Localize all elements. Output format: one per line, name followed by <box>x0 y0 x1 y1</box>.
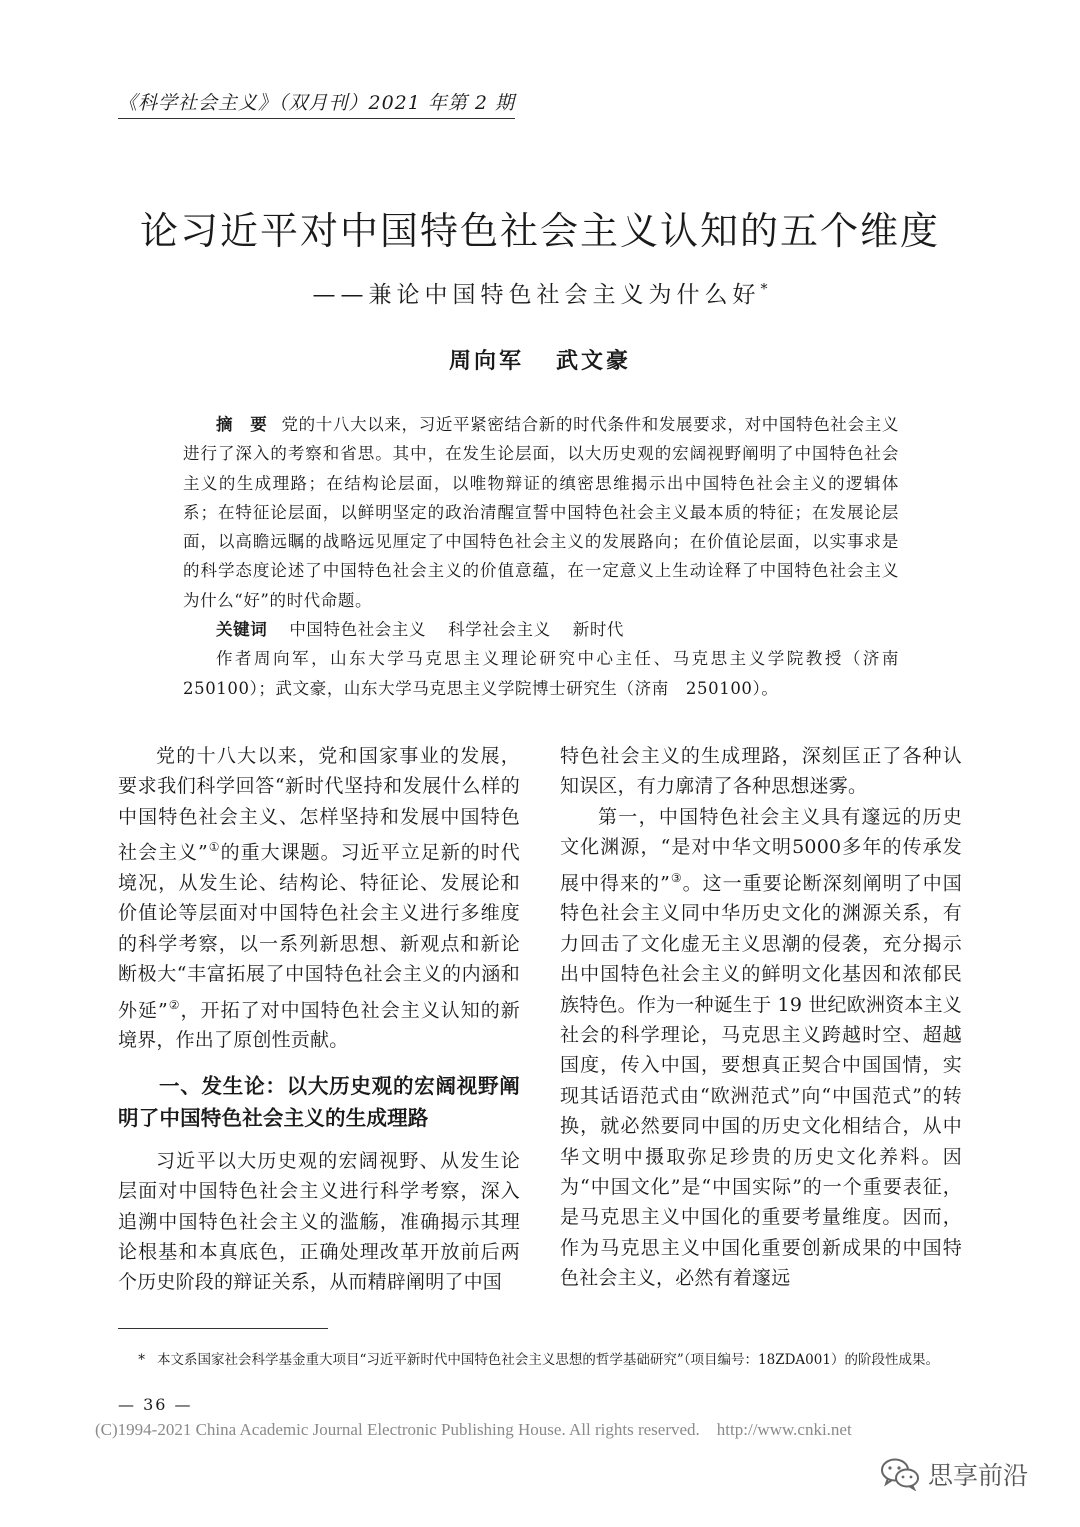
abstract-label: 摘 要 <box>216 415 268 434</box>
abstract-paragraph <box>183 410 899 615</box>
body-text: 党的十八大以来，党和国家事业的发展，要求我们科学回答“新时代坚持和发展什么样的中国特色社会主义、怎样坚持和发展中国特色社会主义” <box>118 745 520 864</box>
subtitle-text: ——兼论中国特色社会主义为什么好 <box>312 282 761 308</box>
copyright-line: (C)1994-2021 China Academic Journal Electronic Publishing House. All rights reserved. http://www.cnki.net <box>95 1420 852 1439</box>
journal-header: 《科学社会主义》（双月刊）2021 年第 2 期 <box>118 88 515 119</box>
article-subtitle <box>0 276 1080 309</box>
subtitle-footnote-mark[interactable]: * <box>760 281 768 298</box>
body-text: 。这一重要论断深刻阐明了中国特色社会主义同中华历史文化的渊源关系，有力回击了文化虚无主义思潮的侵袭，充分揭示出中国特色社会主义的鲜明文化基因和浓郁民族特色。作为一种诞生于 19 世纪欧洲资本主义社会的科学理论，马克思主义跨越时空、超越国度，传入中国，要想真正契合中国国情，实现其话语范式由“欧洲范式”向“中国范式”的转换，就必然要同中国的历史文化相结合，从中华文明中摄取弥足珍贵的历史文化养料。因为“中国文化”是“中国实际”的一个重要表征，是马克思主义中国化的重要考量维度。因而，作为马克思主义中国化重要创新成果的中国特色社会主义，必然有着邃远 <box>560 871 962 1290</box>
footnote-mark: * <box>138 1352 145 1368</box>
author-info: 作者周向军，山东大学马克思主义理论研究中心主任、马克思主义学院教授（济南 250100）；武文豪，山东大学马克思主义学院博士研究生（济南 250100）。 <box>183 649 917 698</box>
reference-mark[interactable]: ① <box>207 840 221 855</box>
footnote-text: 本文系国家社会科学基金重大项目“习近平新时代中国特色社会主义思想的哲学基础研究”（项目编号：18ZDA001）的阶段性成果。 <box>157 1352 939 1368</box>
abstract-text: 党的十八大以来，习近平紧密结合新的时代条件和发展要求，对中国特色社会主义进行了深入的考察和省思。其中，在发生论层面，以大历史观的宏阔视野阐明了中国特色社会主义的生成理路；在结构论层面，以唯物辩证的缜密思维揭示出中国特色社会主义的逻辑体系；在特征论层面，以鲜明坚定的政治清醒宣誓中国特色社会主义最本质的特征；在发展论层面，以高瞻远瞩的战略远见厘定了中国特色社会主义的发展路向；在价值论层面，以实事求是的科学态度论述了中国特色社会主义的价值意蕴，在一定意义上生动诠释了中国特色社会主义为什么“好”的时代命题。 <box>183 415 899 610</box>
body-text: 第一，中国特色社会主义具有邃远的历史文化渊源，“是对中华文明5000多年的传承发展中得来的” <box>560 805 962 894</box>
keyword: 新时代 <box>572 620 625 640</box>
body-text: 的重大课题。习近平立足新的时代境况，从发生论、结构论、特征论、发展论和价值论等层面对中国特色社会主义进行多维度的科学考察，以一系列新思想、新观点和新论断极大“丰富拓展了中国特色社会主义的内涵和外延” <box>118 841 520 1021</box>
keyword: 科学社会主义 <box>448 620 551 640</box>
watermark-text: 思享前沿 <box>928 1461 1029 1490</box>
body-paragraph: 习近平以大历史观的宏阔视野、从发生论层面对中国特色社会主义进行科学考察，深入追溯中国特色社会主义的滥觞，准确揭示其理论根基和本真底色，正确处理改革开放前后两个历史阶段的辩证关系，从而精辟阐明了中国 <box>118 1149 520 1294</box>
page-number: — 36 — <box>118 1395 193 1414</box>
reference-mark[interactable]: ② <box>167 997 181 1012</box>
body-column-right <box>560 741 962 1294</box>
abstract-block <box>183 410 917 703</box>
watermark <box>880 1456 1028 1492</box>
reference-mark[interactable]: ③ <box>670 870 683 885</box>
keyword: 中国特色社会主义 <box>289 620 427 640</box>
article-title: 论习近平对中国特色社会主义认知的五个维度 <box>139 209 940 253</box>
section-heading: 一、发生论：以大历史观的宏阔视野阐明了中国特色社会主义的生成理路 <box>118 1073 520 1130</box>
wechat-icon <box>880 1457 920 1491</box>
footnote <box>118 1350 963 1371</box>
keywords-line <box>183 615 899 644</box>
body-paragraph-continued: 特色社会主义的生成理路，深刻匡正了各种认知误区，有力廓清了各种思想迷雾。 <box>560 745 962 798</box>
body-text: ，开拓了对中国特色社会主义认知的新境界，作出了原创性贡献。 <box>118 998 520 1052</box>
body-paragraph <box>560 802 962 1294</box>
author-1: 周向军 <box>448 348 524 374</box>
footnote-divider <box>118 1328 328 1329</box>
authors <box>0 344 1080 375</box>
body-column-left <box>118 741 520 1298</box>
keywords-label: 关键词 <box>216 620 268 640</box>
body-paragraph <box>118 741 520 1056</box>
author-2: 武文豪 <box>556 348 632 374</box>
